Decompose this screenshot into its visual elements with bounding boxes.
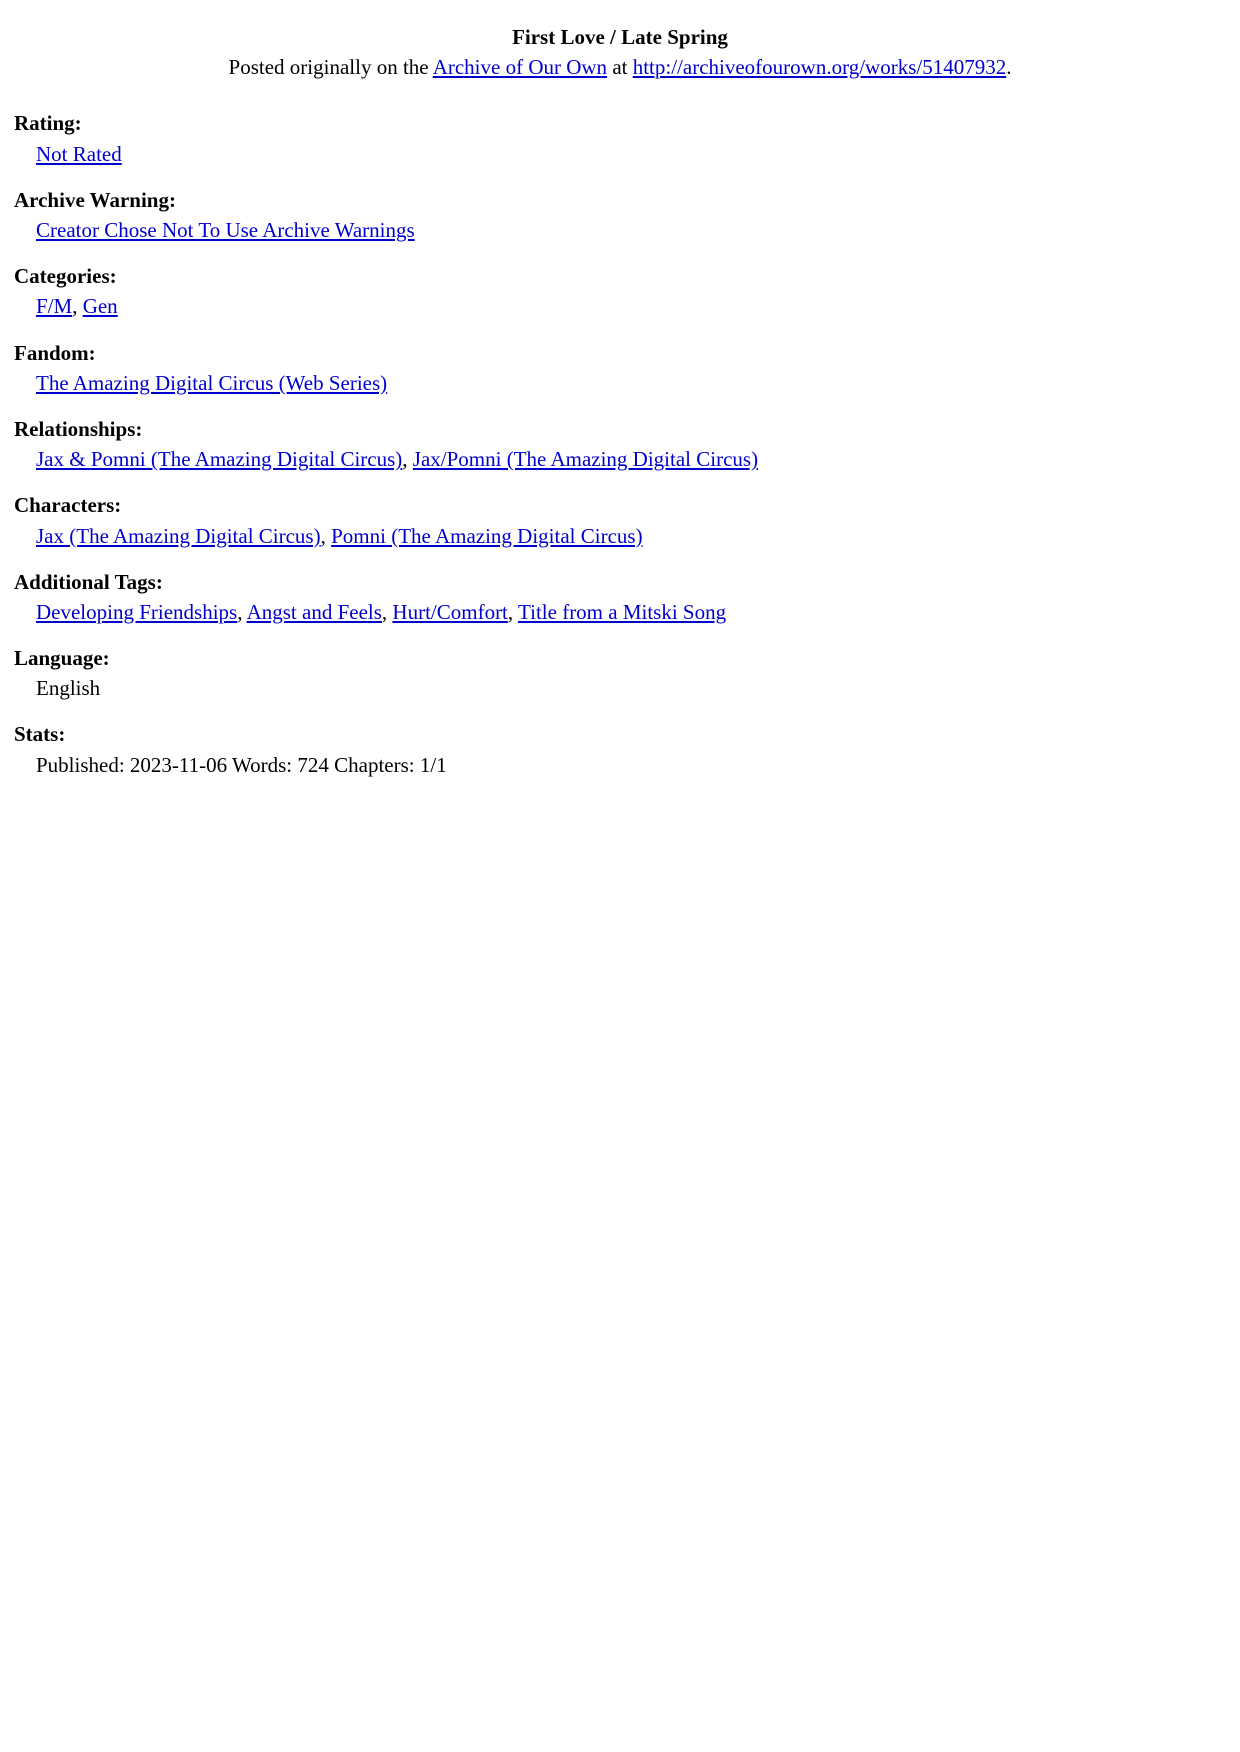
page-title: First Love / Late Spring [512,25,728,49]
meta-value [14,142,1226,167]
meta-value [14,600,1226,625]
meta-separator: , [402,447,413,472]
meta-tag-link[interactable]: Developing Friendships [36,599,238,624]
meta-tag-link[interactable]: Jax/Pomni (The Amazing Digital Circus) [412,447,759,472]
meta-group [14,264,1226,319]
meta-label: Language: [14,646,110,671]
meta-label: Additional Tags: [14,569,163,594]
meta-group [14,570,1226,625]
meta-group [14,722,1226,777]
meta-group [14,417,1226,472]
title-block [14,24,1226,81]
meta-tag-link[interactable]: Creator Chose Not To Use Archive Warnings [36,218,415,242]
meta-value [14,371,1226,396]
meta-value [14,218,1226,243]
meta-tag-link[interactable]: The Amazing Digital Circus (Web Series) [36,370,388,395]
preface-middle: at [607,54,633,79]
meta-label: Characters: [14,493,122,518]
meta-label: Categories: [14,264,117,289]
archive-of-our-own-link[interactable]: Archive of Our Own [432,54,608,79]
meta-value [14,676,1226,701]
preface-suffix: . [1006,54,1012,79]
meta-group [14,341,1226,396]
meta-tag-link[interactable]: Gen [82,294,118,319]
meta-label: Relationships: [14,416,143,441]
meta-tag-link[interactable]: F/M [36,294,73,319]
meta-value [14,447,1226,472]
meta-separator: , [237,599,247,624]
meta-label: Rating: [14,111,82,136]
meta-group [14,111,1226,166]
meta-tag-link[interactable]: Not Rated [36,141,122,166]
preface-prefix: Posted originally on the [228,54,433,79]
meta-group [14,493,1226,548]
preface-line [14,54,1226,82]
meta-value [14,524,1226,549]
meta-tag-link[interactable]: Hurt/Comfort [392,599,508,624]
metadata-list [14,111,1226,777]
meta-tag-link[interactable]: Title from a Mitski Song [518,599,727,624]
meta-tag-text: Published: 2023-11-06 Words: 724 Chapters: 1/1 [36,752,447,777]
meta-value [14,753,1226,778]
meta-separator: , [320,523,332,548]
meta-separator: , [507,599,519,624]
meta-separator: , [72,294,83,319]
work-url-link[interactable]: http://archiveofourown.org/works/51407932 [632,54,1007,79]
meta-group [14,188,1226,243]
meta-label: Fandom: [14,340,96,365]
meta-tag-link[interactable]: Angst and Feels [246,599,382,624]
meta-tag-link[interactable]: Jax (The Amazing Digital Circus) [36,523,321,548]
meta-label: Archive Warning: [14,187,176,212]
meta-tag-text: English [36,676,101,701]
meta-value [14,294,1226,319]
meta-separator: , [381,599,393,624]
meta-tag-link[interactable]: Jax & Pomni (The Amazing Digital Circus) [36,447,403,472]
meta-tag-link[interactable]: Pomni (The Amazing Digital Circus) [331,523,643,548]
meta-group [14,646,1226,701]
meta-label: Stats: [14,722,66,747]
